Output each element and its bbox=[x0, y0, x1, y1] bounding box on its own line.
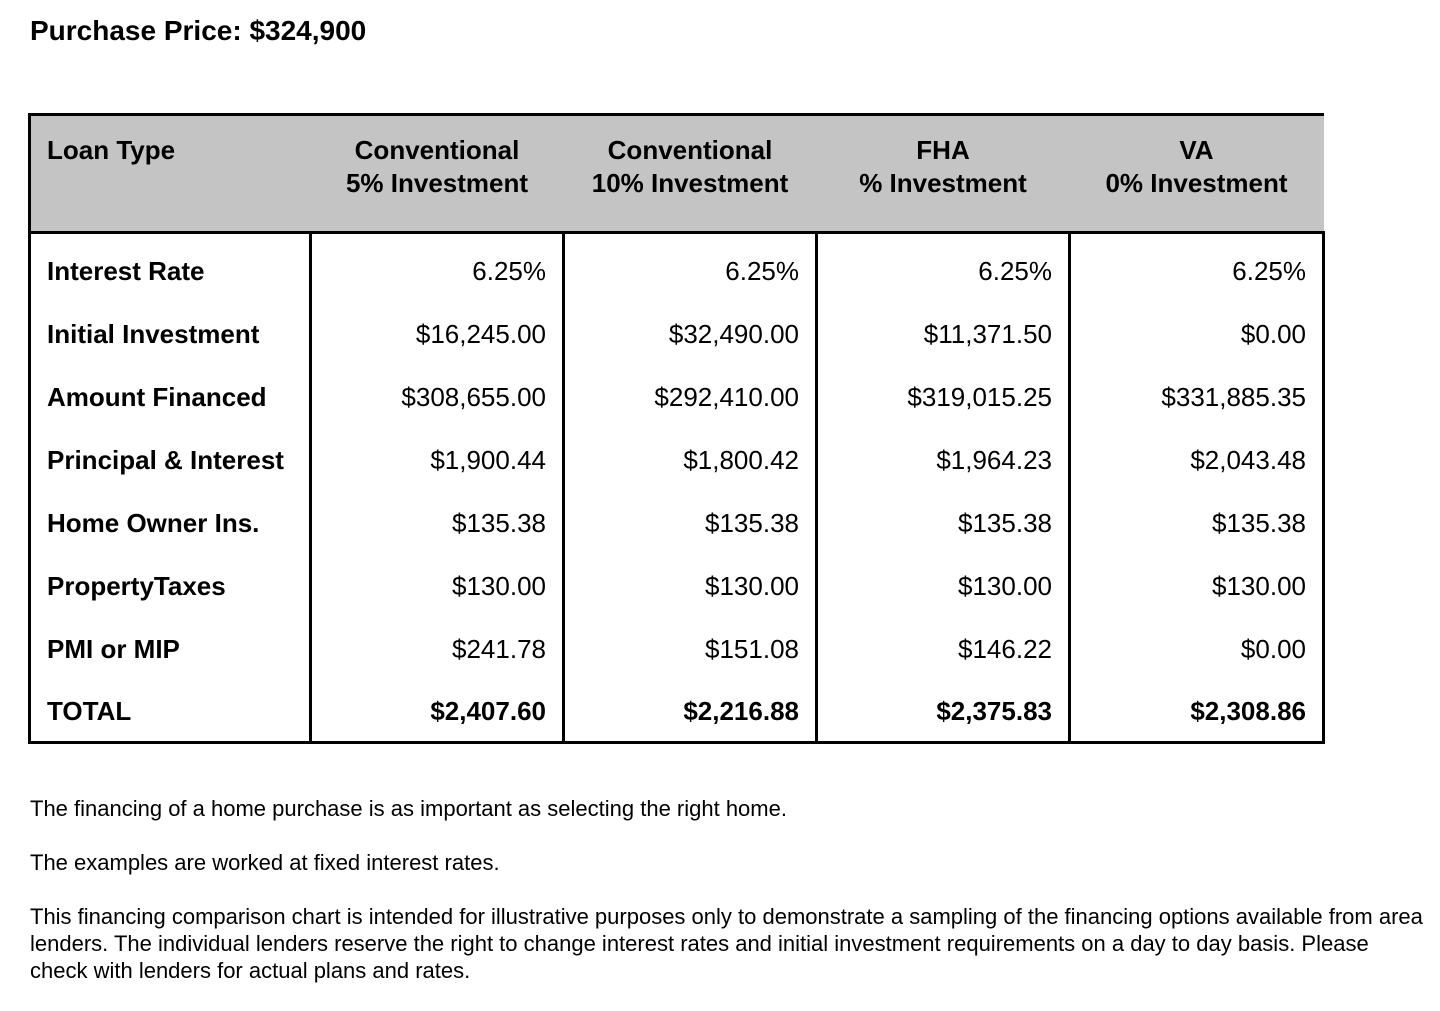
table-cell: $2,043.48 bbox=[1070, 429, 1324, 492]
header-loan-type: Loan Type bbox=[30, 115, 311, 233]
table-cell: $11,371.50 bbox=[817, 303, 1070, 366]
row-label: PMI or MIP bbox=[30, 618, 311, 681]
table-cell: $130.00 bbox=[817, 555, 1070, 618]
table-cell: $135.38 bbox=[817, 492, 1070, 555]
table-cell: $2,407.60 bbox=[311, 681, 564, 743]
row-label: Amount Financed bbox=[30, 366, 311, 429]
header-line2: 10% Investment bbox=[591, 168, 789, 198]
header-line2: 0% Investment bbox=[1105, 168, 1288, 198]
table-cell: 6.25% bbox=[1070, 233, 1324, 304]
disclaimer-notes bbox=[30, 795, 1425, 1011]
table-cell: $2,216.88 bbox=[564, 681, 817, 743]
table-cell: $331,885.35 bbox=[1070, 366, 1324, 429]
header-va bbox=[1070, 115, 1324, 233]
table-cell: $130.00 bbox=[311, 555, 564, 618]
header-conventional-5 bbox=[311, 115, 564, 233]
table-cell: $130.00 bbox=[1070, 555, 1324, 618]
table-row-amount-financed bbox=[30, 366, 1324, 429]
header-line1: Conventional bbox=[354, 135, 520, 165]
table-cell: $2,375.83 bbox=[817, 681, 1070, 743]
table-cell: $0.00 bbox=[1070, 618, 1324, 681]
table-cell: $146.22 bbox=[817, 618, 1070, 681]
table-cell: $2,308.86 bbox=[1070, 681, 1324, 743]
table-cell: $1,800.42 bbox=[564, 429, 817, 492]
table-cell: $16,245.00 bbox=[311, 303, 564, 366]
loan-comparison-table bbox=[28, 113, 1325, 744]
table-row-interest-rate bbox=[30, 233, 1324, 304]
header-line1: Conventional bbox=[607, 135, 773, 165]
row-label: PropertyTaxes bbox=[30, 555, 311, 618]
table-row-home-owner-ins bbox=[30, 492, 1324, 555]
table-cell: $241.78 bbox=[311, 618, 564, 681]
table-row-pmi-mip bbox=[30, 618, 1324, 681]
table-row-initial-investment bbox=[30, 303, 1324, 366]
note-paragraph: The financing of a home purchase is as important as selecting the right home. bbox=[30, 796, 787, 821]
row-label: Home Owner Ins. bbox=[30, 492, 311, 555]
table-cell: 6.25% bbox=[564, 233, 817, 304]
table-cell: $1,964.23 bbox=[817, 429, 1070, 492]
note-paragraph: This financing comparison chart is intended for illustrative purposes only to demonstrate a sampling of the financing options available from area lenders. The individual lenders reserve the right to change interest rates and initial investment requirements on a day to day basis. Please check with lenders for actual plans and rates. bbox=[30, 904, 1423, 983]
table-cell: $130.00 bbox=[564, 555, 817, 618]
table-cell: $308,655.00 bbox=[311, 366, 564, 429]
table-row-principal-interest bbox=[30, 429, 1324, 492]
table-cell: $292,410.00 bbox=[564, 366, 817, 429]
header-fha bbox=[817, 115, 1070, 233]
header-line1: FHA bbox=[916, 135, 970, 165]
row-label: TOTAL bbox=[30, 681, 311, 743]
table-row-property-taxes bbox=[30, 555, 1324, 618]
table-cell: 6.25% bbox=[311, 233, 564, 304]
table-cell: $135.38 bbox=[564, 492, 817, 555]
row-label: Interest Rate bbox=[30, 233, 311, 304]
table-cell: $151.08 bbox=[564, 618, 817, 681]
table-row-total bbox=[30, 681, 1324, 743]
table-cell: $0.00 bbox=[1070, 303, 1324, 366]
row-label: Principal & Interest bbox=[30, 429, 311, 492]
row-label: Initial Investment bbox=[30, 303, 311, 366]
page-title: Purchase Price: $324,900 bbox=[30, 15, 367, 46]
table-cell: $135.38 bbox=[1070, 492, 1324, 555]
table-cell: $319,015.25 bbox=[817, 366, 1070, 429]
header-line1: VA bbox=[1179, 135, 1214, 165]
header-line2: 5% Investment bbox=[345, 168, 529, 198]
table-cell: $1,900.44 bbox=[311, 429, 564, 492]
note-paragraph: The examples are worked at fixed interest rates. bbox=[30, 850, 500, 875]
header-conventional-10 bbox=[564, 115, 817, 233]
table-cell: $32,490.00 bbox=[564, 303, 817, 366]
table-cell: $135.38 bbox=[311, 492, 564, 555]
header-line2: % Investment bbox=[859, 168, 1027, 198]
table-header-row bbox=[30, 115, 1324, 233]
table-cell: 6.25% bbox=[817, 233, 1070, 304]
